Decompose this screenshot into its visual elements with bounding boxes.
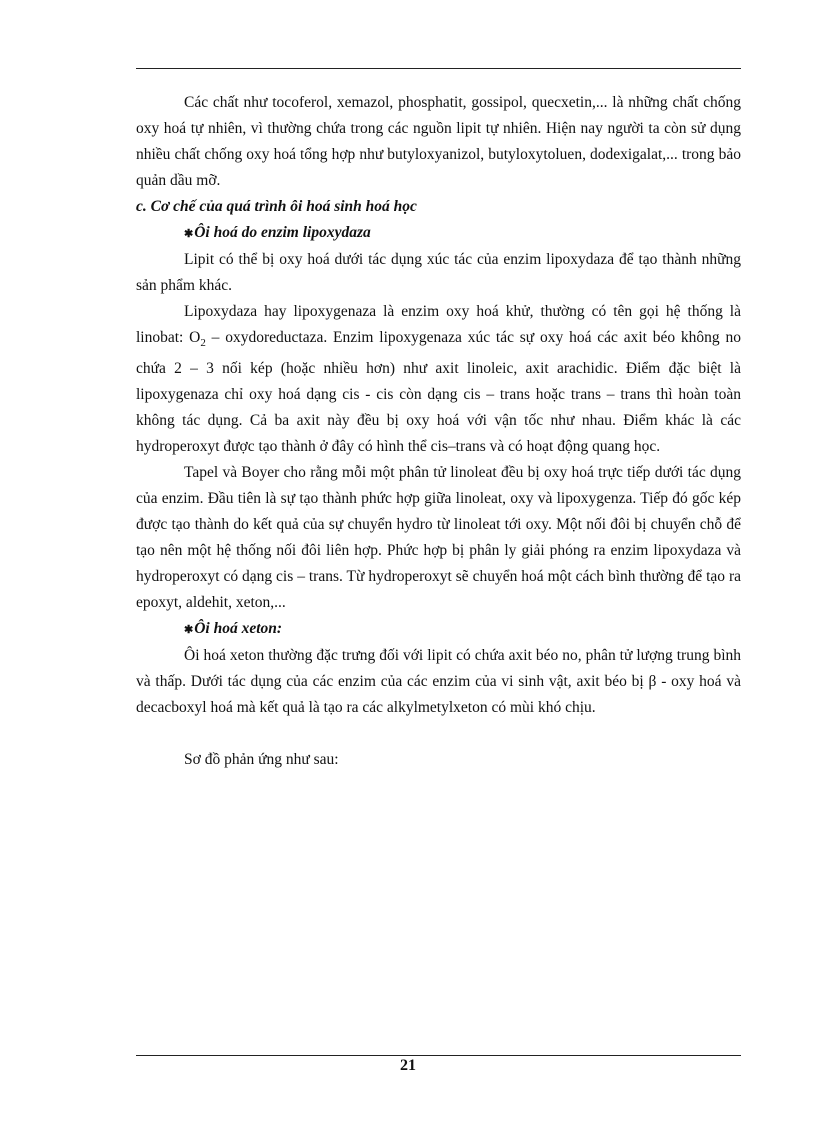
star-bullet-icon: ✱	[184, 624, 194, 637]
paragraph-antioxidants: Các chất như tocoferol, xemazol, phosphatit, gossipol, quecxetin,... là những chất chống oxy hoá tự nhiên, vì thường chứa trong các nguồn lipit tự nhiên. Hiện nay người ta còn sử dụng nhiều chất chống oxy hoá tổng hợp như butyloxyanizol, butyloxytoluen, dodexigalat,... trong bảo quản dầu mỡ.	[136, 94, 741, 189]
section-heading-c: c. Cơ chế của quá trình ôi hoá sinh hoá học	[136, 198, 417, 215]
footer-rule	[136, 1055, 741, 1056]
header-rule	[136, 68, 741, 69]
paragraph-lipoxygenaza	[136, 299, 741, 460]
paragraph-lipoxygenaza-part2: – oxydoreductaza. Enzim lipoxygenaza xúc tác sự oxy hoá các axit béo không no chứa 2 – 3 nối kép (hoặc nhiều hơn) như axit linoleic, axit arachidic. Điểm đặc biệt là lipoxygenaza chỉ oxy hoá dạng cis - cis còn dạng cis – trans hoặc trans – trans thì hoàn toàn không tác dụng. Cả ba axit này đều bị oxy hoá với vận tốc như nhau. Điểm khác là các hydroperoxyt được tạo thành ở đây có hình thể cis–trans và có hoạt động quang học.	[136, 329, 741, 456]
paragraph-lipoxygenaza-part1: Lipoxydaza hay lipoxygenaza là enzim oxy hoá khử, thường có tên gọi hệ thống là linobat: O	[136, 303, 741, 346]
spacer	[136, 721, 741, 747]
paragraph-xeton: Ôi hoá xeton thường đặc trưng đối với lipit có chứa axit béo no, phân tử lượng trung bình và thấp. Dưới tác dụng của các enzim của các enzim của vi sinh vật, axit béo bị β - oxy hoá và decacboxyl hoá mà kết quả là tạo ra các alkylmetylxeton có mùi khó chịu.	[136, 647, 741, 717]
subheading-xeton-text: Ôi hoá xeton:	[194, 620, 283, 638]
oxygen-subscript: 2	[200, 337, 206, 350]
page-body	[136, 90, 741, 773]
paragraph-lipit-oxidation: Lipit có thể bị oxy hoá dưới tác dụng xúc tác của enzim lipoxydaza để tạo thành những sản phẩm khác.	[136, 251, 741, 294]
subheading-lipoxydaza-text: Ôi hoá do enzim lipoxydaza	[194, 224, 371, 241]
subheading-lipoxydaza	[136, 220, 741, 247]
star-bullet-icon: ✱	[184, 228, 194, 240]
paragraph-reaction-scheme: Sơ đồ phản ứng như sau:	[184, 751, 339, 769]
paragraph-tapel-boyer: Tapel và Boyer cho rằng mỗi một phân tử linoleat đều bị oxy hoá trực tiếp dưới tác dụng của enzim. Đầu tiên là sự tạo thành phức hợp giữa linoleat, oxy và lipoxygenza. Tiếp đó gốc kép được tạo thành do kết quả của sự chuyển hydro từ linoleat tới oxy. Một nối đôi bị chuyển chỗ để tạo nên một hệ thống nối đôi liên hợp. Phức hợp bị phân ly giải phóng ra enzim lipoxydaza và hydroperoxyt có dạng cis – trans. Từ hydroperoxyt sẽ chuyển hoá một cách bình thường để tạo ra epoxyt, aldehit, xeton,...	[136, 464, 741, 612]
page-number: 21	[400, 1057, 416, 1074]
subheading-xeton	[136, 616, 741, 643]
